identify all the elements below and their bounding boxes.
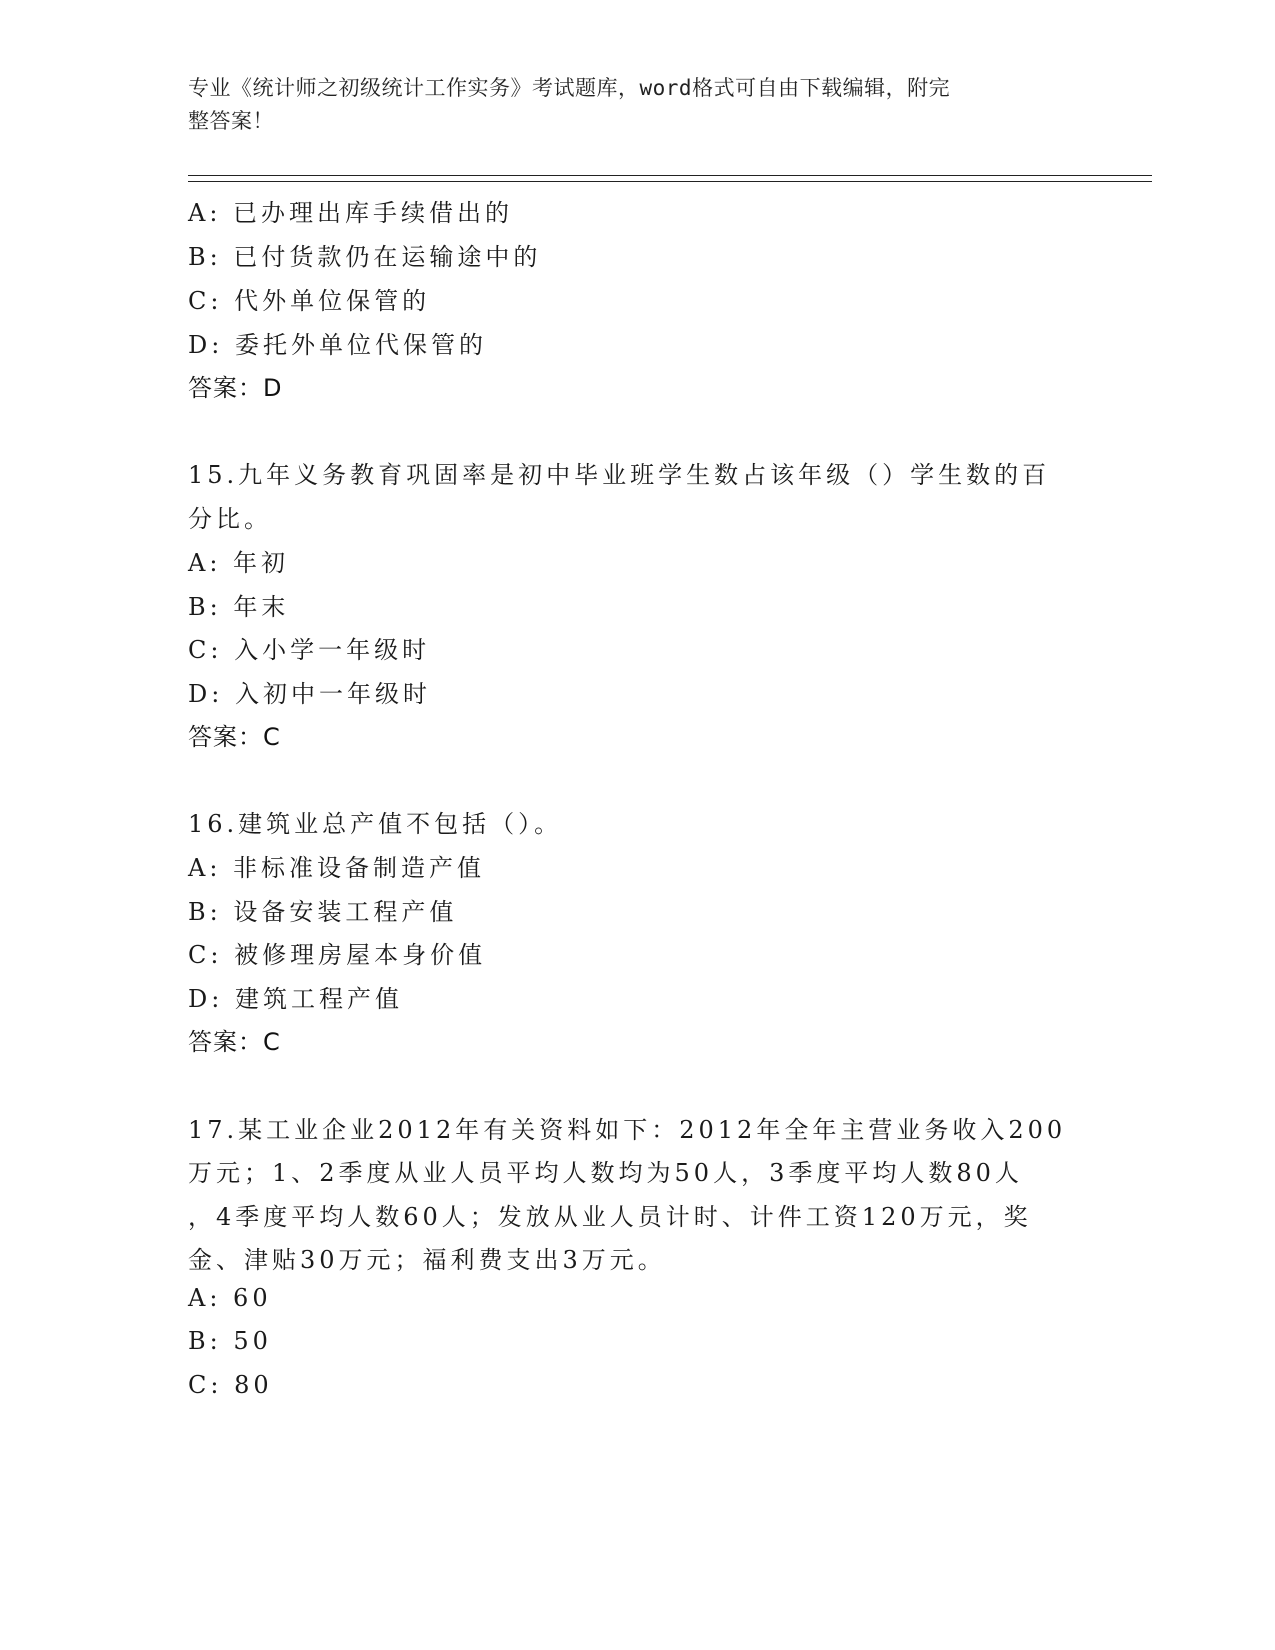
q16-option-c: C: 被修理房屋本身价值 — [188, 941, 487, 969]
header-divider-bottom — [188, 181, 1152, 182]
q14-answer: 答案：D — [188, 374, 283, 402]
q17-stem-line-4: 金、津贴30万元；福利费支出3万元。 — [188, 1246, 666, 1274]
q16-answer: 答案：C — [188, 1028, 281, 1056]
q16-option-b: B: 设备安装工程产值 — [188, 898, 458, 926]
q14-option-a: A: 已办理出库手续借出的 — [188, 199, 514, 227]
q17-stem-line-3: ，4季度平均人数60人；发放从业人员计时、计件工资120万元，奖 — [188, 1203, 1032, 1231]
q15-stem-line-1: 15.九年义务教育巩固率是初中毕业班学生数占该年级（）学生数的百 — [188, 461, 1051, 489]
q15-option-d: D: 入初中一年级时 — [188, 680, 431, 708]
q17-stem-line-1: 17.某工业企业2012年有关资料如下：2012年全年主营业务收入200 — [188, 1116, 1067, 1144]
q14-option-c: C: 代外单位保管的 — [188, 287, 431, 315]
q15-option-a: A: 年初 — [188, 549, 290, 577]
q17-option-a: A: 60 — [188, 1284, 272, 1312]
q17-stem-line-2: 万元；1、2季度从业人员平均人数均为50人，3季度平均人数80人 — [188, 1159, 1023, 1187]
header-divider-top — [188, 175, 1152, 176]
q15-option-b: B: 年末 — [188, 593, 290, 621]
q15-answer: 答案：C — [188, 723, 281, 751]
q15-stem-line-2: 分比。 — [188, 505, 272, 533]
q16-option-d: D: 建筑工程产值 — [188, 985, 403, 1013]
q15-option-c: C: 入小学一年级时 — [188, 636, 431, 664]
header-line-2: 整答案！ — [188, 109, 274, 133]
document-header — [188, 72, 1068, 138]
q17-option-c: C: 80 — [188, 1371, 273, 1399]
q16-option-a: A: 非标准设备制造产值 — [188, 854, 486, 882]
q14-option-d: D: 委托外单位代保管的 — [188, 331, 487, 359]
q16-stem: 16.建筑业总产值不包括（）。 — [188, 810, 563, 838]
header-line-1: 专业《统计师之初级统计工作实务》考试题库，word格式可自由下载编辑，附完 — [188, 76, 951, 100]
q17-option-b: B: 50 — [188, 1327, 272, 1355]
q14-option-b: B: 已付货款仍在运输途中的 — [188, 243, 542, 271]
